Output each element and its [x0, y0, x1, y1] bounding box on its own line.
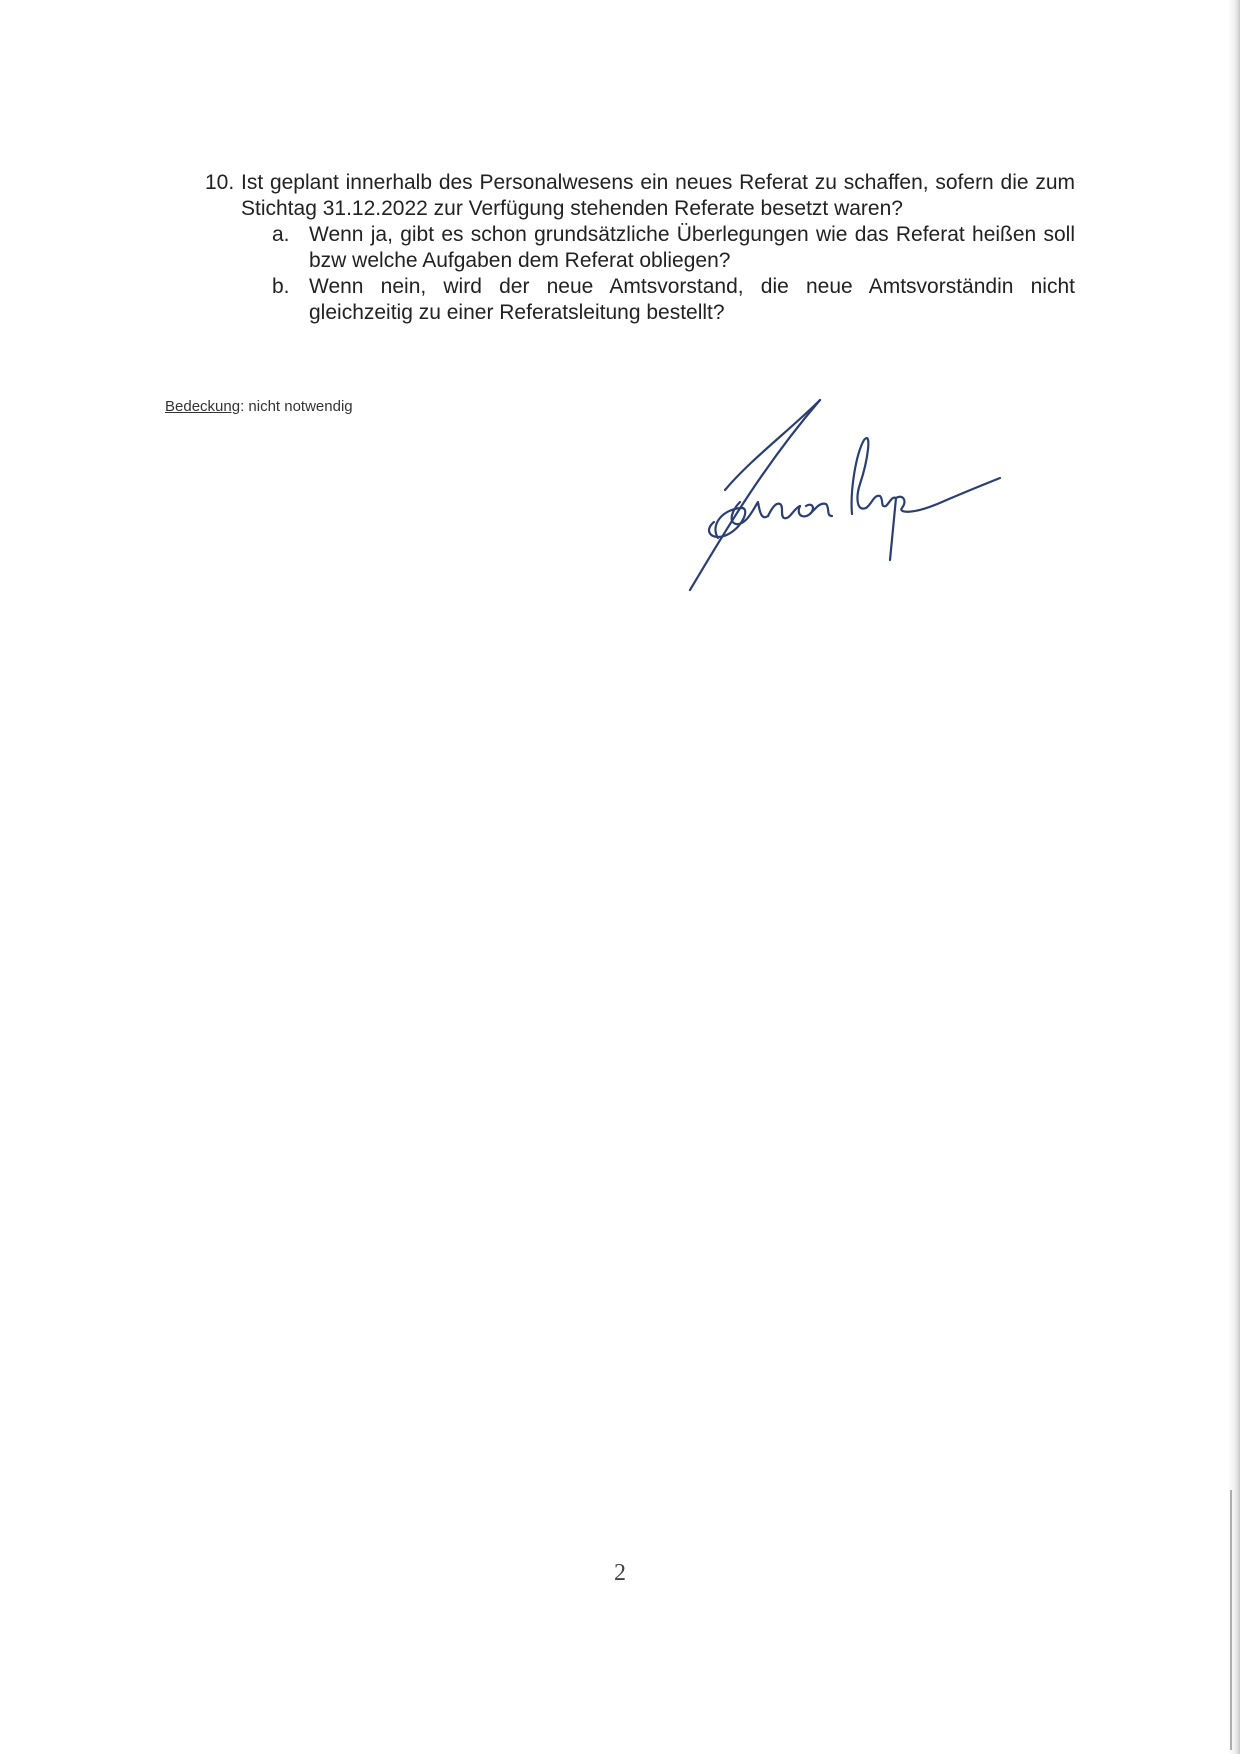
coverage-label: Bedeckung — [165, 398, 241, 415]
sub-item-text: Wenn nein, wird der neue Amtsvorstand, die neue Amtsvorständin nicht gleichzeitig zu einer Referatsleitung bestellt? — [309, 275, 1075, 324]
question-text: Ist geplant innerhalb des Personalwesens ein neues Referat zu schaffen, sofern die zum Stichtag 31.12.2022 zur Verfügung stehenden Referate besetzt waren? — [241, 171, 1075, 220]
sub-item-letter: a. — [272, 223, 290, 246]
sub-item-b — [272, 274, 1075, 326]
question-number: 10. — [205, 171, 235, 194]
scan-edge-line — [1230, 1490, 1232, 1750]
handwritten-signature — [680, 390, 1040, 610]
sub-item-a — [272, 222, 1075, 274]
sub-item-text: Wenn ja, gibt es schon grundsätzliche Überlegungen wie das Referat heißen soll bzw welche Aufgaben dem Referat obliegen? — [309, 223, 1075, 272]
coverage-note — [165, 398, 353, 416]
question-row — [205, 170, 1075, 222]
coverage-value: : nicht notwendig — [240, 398, 353, 415]
sub-item-letter: b. — [272, 275, 290, 298]
page-number: 2 — [614, 1560, 626, 1586]
question-10 — [205, 170, 1075, 326]
